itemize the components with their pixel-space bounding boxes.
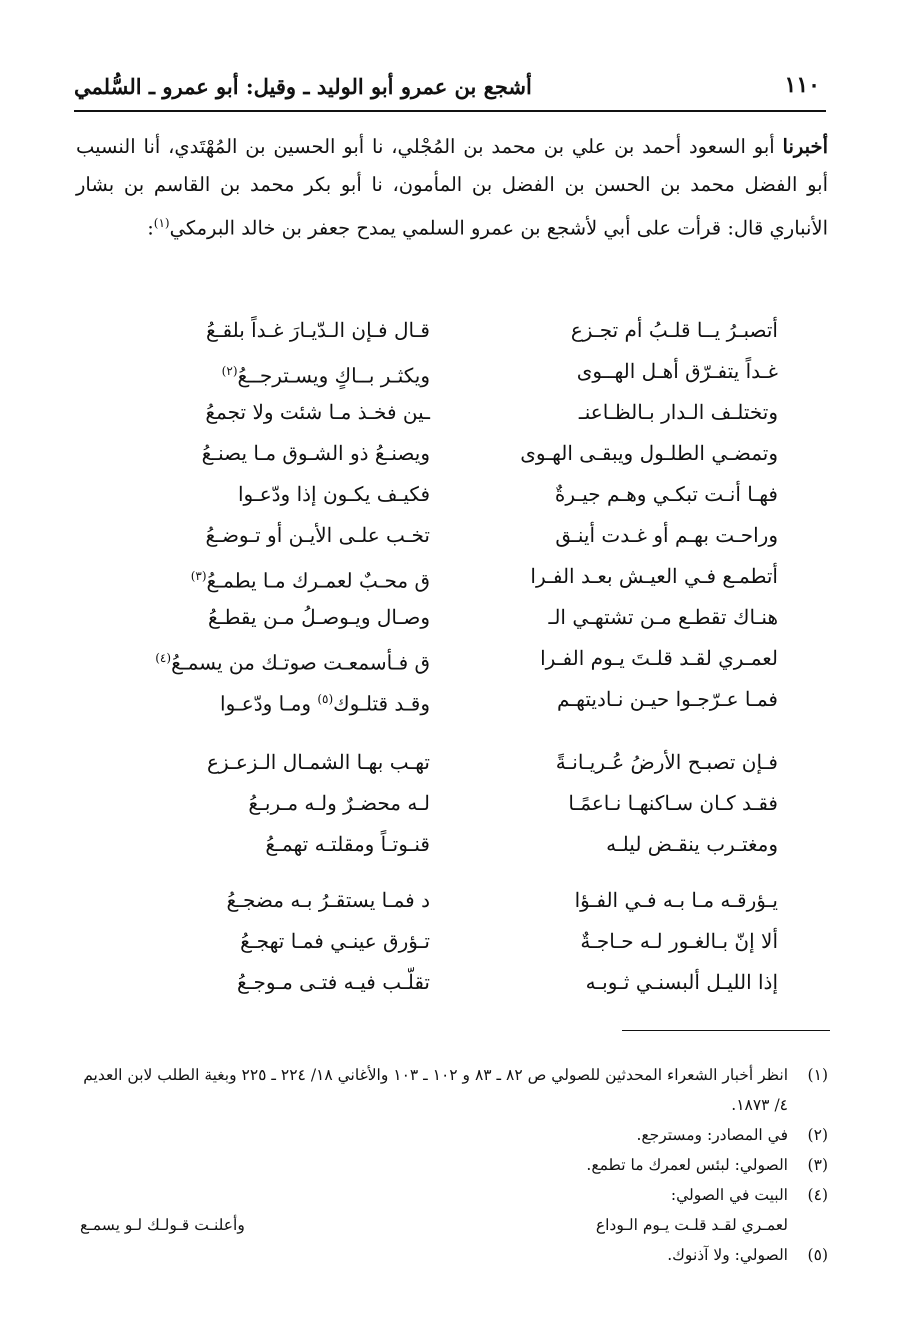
verse-second-half: ويكثـر بــاكٍ ويسـترجــعُ$^{(٢)}$ (221, 363, 430, 388)
verse-first-half: وتمضـي الطلـول ويبقـى الهـوى (520, 441, 778, 465)
footnote-ref-4[interactable]: (٤) (155, 651, 172, 665)
footnote-rule (622, 1030, 830, 1031)
intro-text: أبو السعود أحمد بن علي بن محمد بن المُجْلي، نا أبو الحسين بن المُهْتَدي، أنا النسيب أبو الفضل محمد بن الحسن بن الفضل بن المأمون، نا أبو بكر محمد بن القاسم بن بشار الأنباري قال: قرأت على أبي لأشجع بن عمرو السلمي يمدح جعفر بن خالد البرمكي (76, 135, 828, 240)
verse-second-half: د فمـا يستقـرُ بـه مضجـعُ (226, 888, 430, 912)
verse-second-half: لـه محضـرٌ ولـه مـربـعُ (248, 791, 430, 815)
verse (0, 923, 924, 963)
footnote-verse-first-half: لعمـري لقـد قلـت يـوم الـوداع (595, 1216, 788, 1234)
verse-first-half: يـؤرقـه مـا بـه فـي الفـؤا (574, 888, 778, 912)
footnote-text: في المصادر: ومسترجع. (636, 1126, 788, 1144)
verse-first-half: فقـد كـان سـاكنهـا نـاعمًـا (568, 791, 778, 815)
verse-second-half: ق محـبٌ لعمـرك مـا يطمـعُ$^{(٣)}$ (190, 568, 430, 593)
footnote-ref-5[interactable]: (٥) (317, 692, 334, 706)
verse (0, 826, 924, 866)
verse (0, 312, 924, 352)
verse-second-half: ـين فخـذ مـا شئت ولا تجمعُ (205, 400, 430, 424)
verse (0, 681, 924, 721)
verse (0, 558, 924, 598)
intro-paragraph (76, 128, 828, 248)
verse-second-half: ق فـأسمعـت صوتـك من يسمـعُ$^{(٤)}$ (155, 650, 430, 675)
footnote (80, 1150, 828, 1180)
footnote-text: البيت في الصولي: (670, 1186, 788, 1204)
verse-second-half: قـال فـإن الـدّيـارَ غـداً بلقـعُ (205, 318, 430, 342)
running-title: أشجع بن عمرو أبو الوليد ـ وقيل: أبو عمرو ـ السُّلمي (74, 74, 532, 99)
footnote-verse-second-half: وأعلنـت قـولـك لـو يسمـع (80, 1216, 245, 1234)
verse-second-half: تـؤرق عينـي فمـا تهجـعُ (240, 929, 430, 953)
footnote-number: (٣) (807, 1156, 828, 1174)
verse (0, 435, 924, 475)
verse-second-half: وصـال ويـوصـلُ مـن يقطـعُ (208, 605, 430, 629)
footnote (80, 1060, 828, 1120)
verse (0, 394, 924, 434)
verse (0, 964, 924, 1004)
verse-second-half: تخـب علـى الأيـن أو تـوضـعُ (205, 523, 430, 547)
verse-first-half: غـداً يتفـرّق أهـل الهــوى (576, 359, 778, 383)
verse (0, 353, 924, 393)
verse (0, 517, 924, 557)
verse-second-half: ويصنـعُ ذو الشـوق مـا يصنـعُ (201, 441, 430, 465)
verse-second-half: وقـد قتلـوك$^{(٥)}$ ومـا ودّعـوا (220, 691, 430, 716)
footnote-ref-2[interactable]: (٢) (221, 364, 238, 378)
footnote-number: (٥) (807, 1246, 828, 1264)
verse-second-half: تهـب بهـا الشمـال الـزعـزع (207, 750, 430, 774)
footnote-text: الصولي: ولا آذنوك. (667, 1246, 788, 1264)
footnote-number: (٤) (807, 1186, 828, 1204)
poem (0, 312, 924, 1012)
verse-first-half: وراحـت بهـم أو غـدت أينـق (555, 523, 778, 547)
footnote-number: (١) (807, 1066, 828, 1084)
footnote-text: الصولي: لبئس لعمرك ما تطمع. (586, 1156, 788, 1174)
verse (0, 476, 924, 516)
footnote-text: انظر أخبار الشعراء المحدثين للصولي ص ٨٢ ـ ٨٣ و ١٠٢ ـ ١٠٣ والأغاني ١٨/ ٢٢٤ ـ ٢٢٥ وبغية الطلب لابن العديم ٤/ ١٨٧٣. (83, 1066, 788, 1114)
verse-first-half: أتطمـع فـي العيـش بعـد الفـرا (530, 564, 778, 588)
verse-first-half: لعمـري لقـد قلـتَ يـوم الفـرا (540, 646, 778, 670)
verse-first-half: فهـا أنـت تبكـي وهـم جيـرةٌ (554, 482, 778, 506)
verse (0, 640, 924, 680)
intro-lead: أخبرنا (782, 135, 828, 158)
footnote (80, 1120, 828, 1150)
verse (0, 599, 924, 639)
verse-first-half: وتختلـف الـدار بـالظـاعنـ (578, 400, 778, 424)
verse-first-half: إذا الليـل ألبسنـي ثـوبـه (585, 970, 778, 994)
footnote (80, 1180, 828, 1210)
footnote (80, 1240, 828, 1270)
verse-first-half: ومغتـرب ينقـض ليلـه (606, 832, 778, 856)
verse-second-half: تقلّـب فيـه فتـى مـوجـعُ (237, 970, 430, 994)
verse-first-half: ألا إنّ بـالغـور لـه حـاجـةٌ (580, 929, 778, 953)
footnotes (80, 1060, 828, 1270)
footnote-verse (80, 1210, 828, 1240)
verse (0, 785, 924, 825)
verse-first-half: أتصبـرُ يــا قلـبُ أم تجـزع (570, 318, 778, 342)
verse (0, 744, 924, 784)
verse (0, 882, 924, 922)
verse-second-half: فكيـف يكـون إذا ودّعـوا (237, 482, 430, 506)
footnote-ref-1[interactable]: (١) (153, 216, 170, 230)
verse-second-half: قنـوتـاً ومقلتـه تهمـعُ (265, 832, 430, 856)
footnote-ref-3[interactable]: (٣) (190, 569, 207, 583)
verse-first-half: فمـا عـرّجـوا حيـن نـاديتهـم (557, 687, 778, 711)
intro-tail: : (147, 216, 154, 240)
footnote-number: (٢) (807, 1126, 828, 1144)
verse-first-half: فـإن تصبـح الأرضُ عُـريـانـةً (555, 750, 778, 774)
page-number: ١١٠ (784, 72, 820, 98)
header-rule (74, 110, 826, 112)
verse-first-half: هنـاك تقطـع مـن تشتهـي الـ (548, 605, 778, 629)
